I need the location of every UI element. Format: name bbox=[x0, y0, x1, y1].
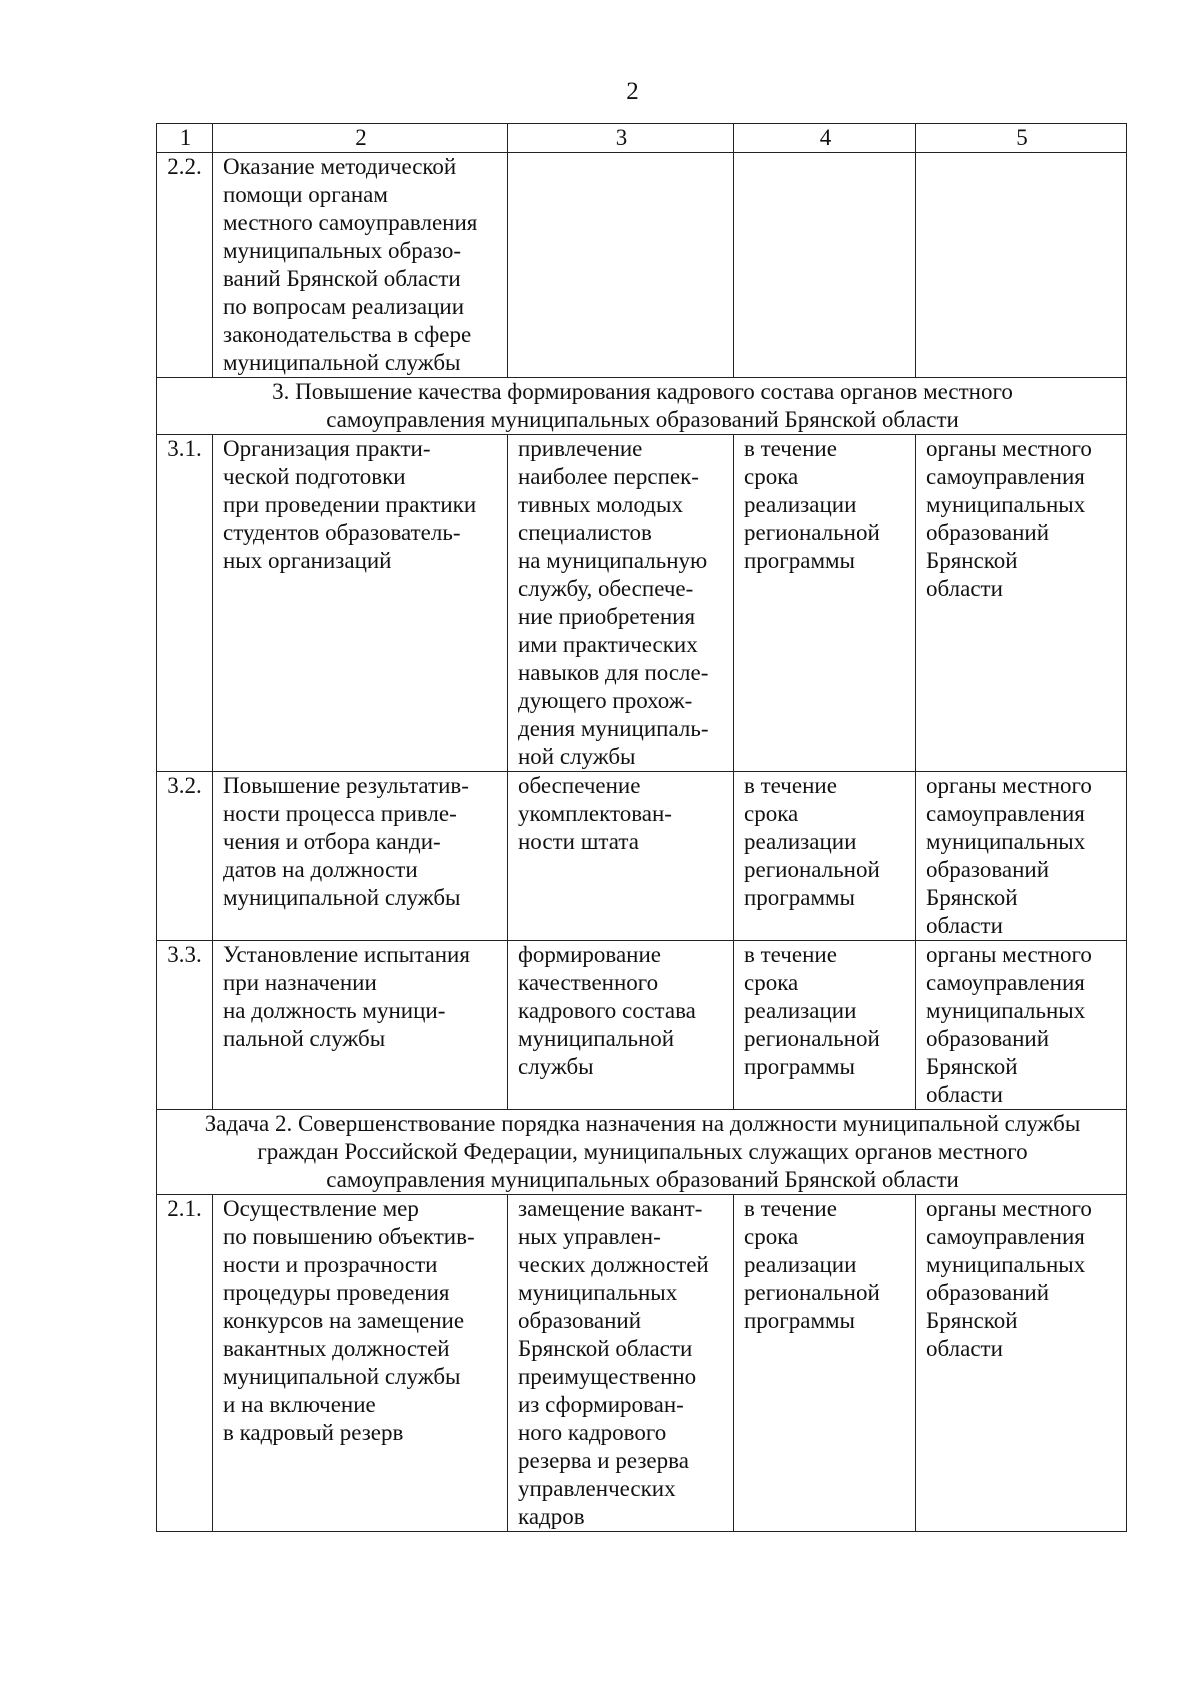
cell-text-line: преимущественно bbox=[518, 1364, 697, 1389]
cell-text-line: резерва и резерва bbox=[518, 1448, 689, 1473]
cell-text-line: образований bbox=[926, 857, 1050, 882]
measure-name-cell bbox=[213, 772, 508, 941]
table-row bbox=[157, 1195, 1127, 1532]
cell-text-line: муниципальных bbox=[518, 1280, 678, 1305]
deadline-cell bbox=[734, 153, 916, 378]
cell-text-line: помощи органам bbox=[223, 182, 388, 207]
column-header-2: 2 bbox=[213, 124, 508, 153]
cell-text-line: в течение bbox=[744, 1196, 837, 1221]
measure-name-cell bbox=[213, 435, 508, 772]
cell-text-line: муниципальных bbox=[926, 1252, 1086, 1277]
cell-text-line: органы местного bbox=[926, 942, 1092, 967]
cell-text-line: в кадровый резерв bbox=[223, 1420, 404, 1445]
section-heading-row bbox=[157, 1110, 1127, 1195]
cell-text-line: специалистов bbox=[518, 520, 652, 545]
cell-text-line: самоуправления bbox=[926, 970, 1085, 995]
cell-text-line: срока bbox=[744, 1224, 799, 1249]
measure-name-cell bbox=[213, 153, 508, 378]
cell-text-line: муниципальной службы bbox=[223, 1364, 461, 1389]
cell-text-line: ности процесса привле- bbox=[223, 801, 457, 826]
cell-text-line: региональной bbox=[744, 520, 880, 545]
section-heading-line: самоуправления муниципальных образований Брянской области bbox=[326, 407, 959, 432]
deadline-cell bbox=[734, 772, 916, 941]
cell-text-line: конкурсов на замещение bbox=[223, 1308, 465, 1333]
cell-text-line: Брянской bbox=[926, 885, 1018, 910]
item-number: 3.2. bbox=[157, 772, 213, 941]
cell-text-line: кадрового состава bbox=[518, 998, 696, 1023]
deadline-cell bbox=[734, 435, 916, 772]
cell-text-line: ной службы bbox=[518, 744, 636, 769]
table-row bbox=[157, 153, 1127, 378]
column-header-3: 3 bbox=[508, 124, 734, 153]
responsible-cell bbox=[916, 153, 1127, 378]
item-number: 3.3. bbox=[157, 941, 213, 1110]
cell-text-line: ческих должностей bbox=[518, 1252, 709, 1277]
cell-text-line: на должность муници- bbox=[223, 998, 446, 1023]
cell-text-line: программы bbox=[744, 885, 856, 910]
table-row bbox=[157, 941, 1127, 1110]
cell-text-line: области bbox=[926, 1336, 1003, 1361]
table-row bbox=[157, 772, 1127, 941]
cell-text-line: на муниципальную bbox=[518, 548, 708, 573]
cell-text-line: муниципальных bbox=[926, 829, 1086, 854]
cell-text-line: ваний Брянской области bbox=[223, 266, 461, 291]
cell-text-line: образований bbox=[926, 520, 1050, 545]
cell-text-line: и на включение bbox=[223, 1392, 376, 1417]
cell-text-line: ного кадрового bbox=[518, 1420, 667, 1445]
expected-result-cell bbox=[508, 1195, 734, 1532]
cell-text-line: чения и отбора канди- bbox=[223, 829, 441, 854]
cell-text-line: программы bbox=[744, 1054, 856, 1079]
cell-text-line: ние приобретения bbox=[518, 604, 696, 629]
cell-text-line: самоуправления bbox=[926, 464, 1085, 489]
cell-text-line: наиболее перспек- bbox=[518, 464, 699, 489]
cell-text-line: органы местного bbox=[926, 1196, 1092, 1221]
cell-text-line: навыков для после- bbox=[518, 660, 709, 685]
column-header-5: 5 bbox=[916, 124, 1127, 153]
section-heading-line: граждан Российской Федерации, муниципальных служащих органов местного bbox=[257, 1139, 1028, 1164]
cell-text-line: Оказание методической bbox=[223, 154, 457, 179]
cell-text-line: ческой подготовки bbox=[223, 464, 406, 489]
cell-text-line: образований bbox=[926, 1280, 1050, 1305]
responsible-cell bbox=[916, 941, 1127, 1110]
cell-text-line: дения муниципаль- bbox=[518, 716, 709, 741]
cell-text-line: региональной bbox=[744, 1280, 880, 1305]
expected-result-cell bbox=[508, 435, 734, 772]
item-number: 2.1. bbox=[157, 1195, 213, 1532]
cell-text-line: Организация практи- bbox=[223, 436, 431, 461]
cell-text-line: в течение bbox=[744, 942, 837, 967]
cell-text-line: самоуправления bbox=[926, 801, 1085, 826]
cell-text-line: ности штата bbox=[518, 829, 639, 854]
cell-text-line: области bbox=[926, 913, 1003, 938]
item-number: 3.1. bbox=[157, 435, 213, 772]
cell-text-line: при проведении практики bbox=[223, 492, 477, 517]
cell-text-line: ими практических bbox=[518, 632, 698, 657]
cell-text-line: службу, обеспече- bbox=[518, 576, 694, 601]
measure-name-cell bbox=[213, 941, 508, 1110]
cell-text-line: качественного bbox=[518, 970, 659, 995]
cell-text-line: муниципальной службы bbox=[223, 885, 461, 910]
column-header-1: 1 bbox=[157, 124, 213, 153]
cell-text-line: программы bbox=[744, 548, 856, 573]
cell-text-line: пальной службы bbox=[223, 1026, 386, 1051]
cell-text-line: по вопросам реализации bbox=[223, 294, 465, 319]
responsible-cell bbox=[916, 1195, 1127, 1532]
cell-text-line: муниципальных bbox=[926, 998, 1086, 1023]
cell-text-line: области bbox=[926, 576, 1003, 601]
cell-text-line: кадров bbox=[518, 1504, 585, 1529]
measure-name-cell bbox=[213, 1195, 508, 1532]
cell-text-line: студентов образователь- bbox=[223, 520, 461, 545]
section-heading-row bbox=[157, 378, 1127, 435]
cell-text-line: муниципальных bbox=[926, 492, 1086, 517]
deadline-cell bbox=[734, 1195, 916, 1532]
cell-text-line: Установление испытания bbox=[223, 942, 470, 967]
expected-result-cell bbox=[508, 772, 734, 941]
cell-text-line: укомплектован- bbox=[518, 801, 672, 826]
responsible-cell bbox=[916, 435, 1127, 772]
cell-text-line: образований bbox=[518, 1308, 642, 1333]
cell-text-line: области bbox=[926, 1082, 1003, 1107]
section-heading-line: 3. Повышение качества формирования кадрового состава органов местного bbox=[272, 379, 1013, 404]
cell-text-line: региональной bbox=[744, 1026, 880, 1051]
cell-text-line: ных управлен- bbox=[518, 1224, 661, 1249]
cell-text-line: самоуправления bbox=[926, 1224, 1085, 1249]
cell-text-line: реализации bbox=[744, 998, 857, 1023]
cell-text-line: Повышение результатив- bbox=[223, 773, 469, 798]
cell-text-line: тивных молодых bbox=[518, 492, 683, 517]
table-row bbox=[157, 435, 1127, 772]
cell-text-line: замещение вакант- bbox=[518, 1196, 703, 1221]
cell-text-line: ности и прозрачности bbox=[223, 1252, 438, 1277]
cell-text-line: Брянской bbox=[926, 548, 1018, 573]
cell-text-line: службы bbox=[518, 1054, 594, 1079]
column-header-4: 4 bbox=[734, 124, 916, 153]
cell-text-line: муниципальной службы bbox=[223, 350, 461, 375]
cell-text-line: в течение bbox=[744, 436, 837, 461]
section-heading bbox=[157, 1110, 1127, 1195]
expected-result-cell bbox=[508, 153, 734, 378]
cell-text-line: муниципальных образо- bbox=[223, 238, 462, 263]
cell-text-line: при назначении bbox=[223, 970, 377, 995]
cell-text-line: обеспечение bbox=[518, 773, 641, 798]
cell-text-line: управленческих bbox=[518, 1476, 676, 1501]
cell-text-line: ных организаций bbox=[223, 548, 392, 573]
cell-text-line: привлечение bbox=[518, 436, 643, 461]
item-number: 2.2. bbox=[157, 153, 213, 378]
cell-text-line: Осуществление мер bbox=[223, 1196, 419, 1221]
cell-text-line: региональной bbox=[744, 857, 880, 882]
cell-text-line: процедуры проведения bbox=[223, 1280, 450, 1305]
page-number: 2 bbox=[626, 78, 639, 105]
cell-text-line: Брянской bbox=[926, 1054, 1018, 1079]
cell-text-line: местного самоуправления bbox=[223, 210, 478, 235]
cell-text-line: в течение bbox=[744, 773, 837, 798]
cell-text-line: дующего прохож- bbox=[518, 688, 693, 713]
expected-result-cell bbox=[508, 941, 734, 1110]
section-heading-line: Задача 2. Совершенствование порядка назначения на должности муниципальной службы bbox=[204, 1111, 1081, 1136]
section-heading-line: самоуправления муниципальных образований Брянской области bbox=[326, 1167, 959, 1192]
measures-table bbox=[156, 123, 1127, 1532]
cell-text-line: законодательства в сфере bbox=[223, 322, 472, 347]
cell-text-line: вакантных должностей bbox=[223, 1336, 450, 1361]
cell-text-line: реализации bbox=[744, 492, 857, 517]
table-body bbox=[157, 124, 1127, 1532]
cell-text-line: реализации bbox=[744, 1252, 857, 1277]
cell-text-line: датов на должности bbox=[223, 857, 418, 882]
cell-text-line: Брянской области bbox=[518, 1336, 693, 1361]
responsible-cell bbox=[916, 772, 1127, 941]
cell-text-line: органы местного bbox=[926, 773, 1092, 798]
cell-text-line: срока bbox=[744, 801, 799, 826]
section-heading bbox=[157, 378, 1127, 435]
cell-text-line: органы местного bbox=[926, 436, 1092, 461]
column-number-row bbox=[157, 124, 1127, 153]
deadline-cell bbox=[734, 941, 916, 1110]
cell-text-line: программы bbox=[744, 1308, 856, 1333]
cell-text-line: муниципальной bbox=[518, 1026, 675, 1051]
cell-text-line: срока bbox=[744, 464, 799, 489]
cell-text-line: по повышению объектив- bbox=[223, 1224, 475, 1249]
cell-text-line: из сформирован- bbox=[518, 1392, 684, 1417]
cell-text-line: формирование bbox=[518, 942, 662, 967]
cell-text-line: образований bbox=[926, 1026, 1050, 1051]
cell-text-line: реализации bbox=[744, 829, 857, 854]
cell-text-line: Брянской bbox=[926, 1308, 1018, 1333]
cell-text-line: срока bbox=[744, 970, 799, 995]
